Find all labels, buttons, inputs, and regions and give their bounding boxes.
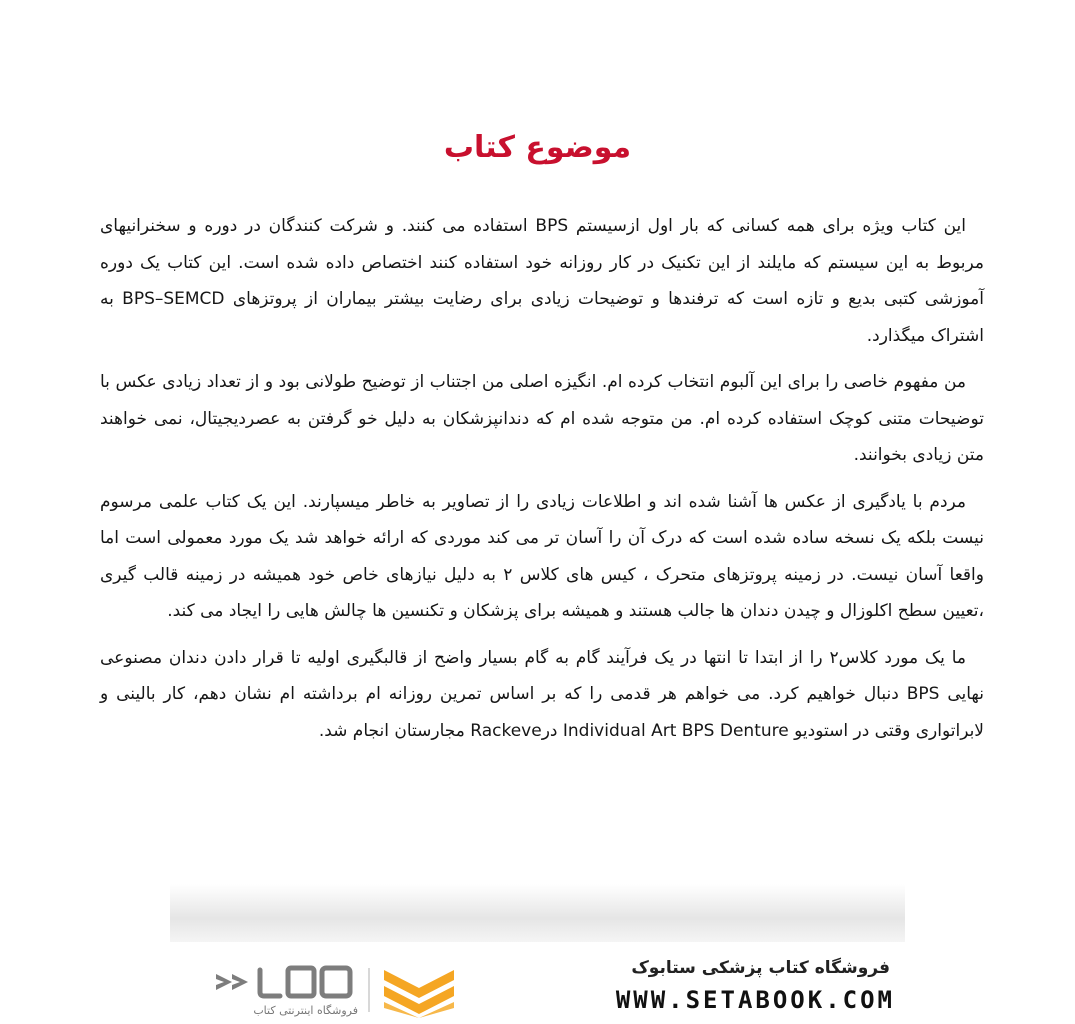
chevron-stack-icon xyxy=(380,962,458,1018)
logo-subtitle: فروشگاه اینترنتی کتاب xyxy=(253,1004,358,1017)
page-shadow xyxy=(170,884,905,942)
logo-wordmark xyxy=(210,962,362,1002)
page-title: موضوع کتاب xyxy=(443,130,632,165)
paragraph-case: ما یک مورد کلاس۲ را از ابتدا تا انتها در یک فرآیند گام به گام بسیار واضح از قالبگیری اولیه تا قرار دادن دندان مصنوعی نهایی BPS دنبال خواهیم کرد. می خواهم هر قدمی را که بر اساس تمرین روزانه ام برداشته ام نشان دهم، کار بالینی و لابراتواری وقتی در استودیو Individual Art BPS Denture درRackeve مجارستان انجام شد. xyxy=(100,647,984,741)
footer xyxy=(0,950,1075,1024)
store-url[interactable]: WWW.SETABOOK.COM xyxy=(615,986,895,1014)
paragraph-intro: این کتاب ویژه برای همه کسانی که بار اول ازسیستم BPS استفاده می کنند. و شرکت کنندگان در دوره و سخنرانیهای مربوط به این سیستم که مایلند از این تکنیک در کار روزانه خود استفاده کنند اختصاص داده شده است. این کتاب یک دوره آموزشی کتبی بدیع و تازه است که ترفندها و توضیحات زیادی برای رضایت بیشتر بیماران از پروتزهای BPS–SEMCD به اشتراک میگذارد. xyxy=(100,216,984,346)
paragraph-concept: من مفهوم خاصی را برای این آلبوم انتخاب کرده ام. انگیزه اصلی من اجتناب از توضیح طولانی بود و از تعداد زیادی عکس با توضیحات متنی کوچک استفاده کرده ام. من متوجه شده ام که دندانپزشکان به دلیل خو گرفتن به عصردیجیتال، نمی خواهند متن زیادی بخوانند. xyxy=(100,372,984,465)
logo-divider xyxy=(368,968,370,1012)
book-description xyxy=(100,208,984,759)
store-logo[interactable] xyxy=(200,962,460,1024)
paragraph-learning: مردم با یادگیری از عکس ها آشنا شده اند و اطلاعات زیادی را از تصاویر به خاطر میسپارند. این یک کتاب علمی مرسوم نیست بلکه یک نسخه ساده شده است که درک آن را آسان تر می کند موردی که ارائه خواهد شد یک مورد معمولی است اما واقعا آسان نیست. در زمینه پروتزهای متحرک ، کیس های کلاس ۲ به دلیل نیازهای خاص خود همیشه در زمینه قالب گیری ،تعیین سطح اکلوزال و چیدن دندان ها جالب هستند و همیشه برای پزشکان و تکنسین ها چالش هایی را ایجاد می کند. xyxy=(100,491,984,621)
store-name: فروشگاه کتاب پزشکی ستابوک xyxy=(631,958,890,978)
